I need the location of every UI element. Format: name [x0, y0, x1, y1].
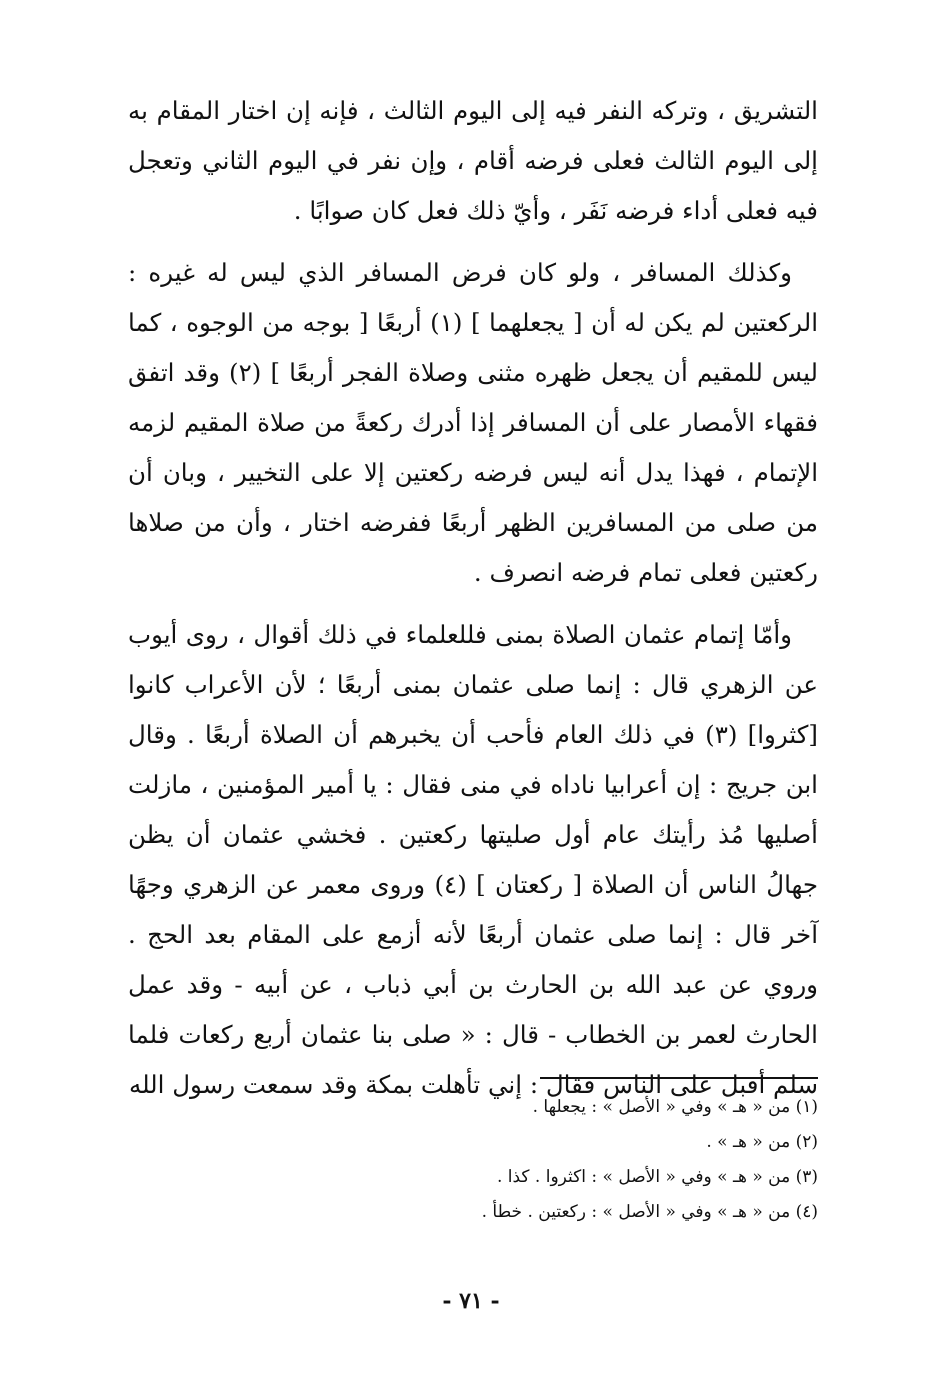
- footnote-divider: [540, 1077, 818, 1079]
- paragraph-2: وكذلك المسافر ، ولو كان فرض المسافر الذي ليس له غيره : الركعتين لم يكن له أن [ يجعلهما ] (١) أربعًا [ بوجه من الوجوه ، كما ليس للمقيم أن يجعل ظهره مثنى وصلاة الفجر أربعًا ] (٢) وقد اتفق فقهاء الأمصار على أن المسافر إذا أدرك ركعةً من صلاة المقيم لزمه الإتمام ، فهذا يدل أنه ليس فرضه ركعتين إلا على التخيير ، وبان أن من صلى من المسافرين الظهر أربعًا ففرضه اختار ، وأن من صلاها ركعتين فعلى تمام فرضه انصرف .: [128, 258, 818, 587]
- page-number: - ٧١ -: [442, 1288, 500, 1314]
- main-text: [128, 86, 818, 1110]
- footnote-2: (٢) من « هـ » .: [706, 1132, 818, 1152]
- paragraph-3: وأمّا إتمام عثمان الصلاة بمنى فللعلماء في ذلك أقوال ، روى أيوب عن الزهري قال : إنما صلى عثمان بمنى أربعًا ؛ لأن الأعراب كانوا [كثروا] (٣) في ذلك العام فأحب أن يخبرهم أن الصلاة أربعًا . وقال ابن جريج : إن أعرابيا ناداه في منى فقال : يا أمير المؤمنين ، مازلت أصليها مُذ رأيتك عام أول صليتها ركعتين . فخشي عثمان أن يظن جهالُ الناس أن الصلاة [ ركعتان ] (٤) وروى معمر عن الزهري وجهًا آخر قال : إنما صلى عثمان أربعًا لأنه أزمع على المقام بعد الحج . وروي عن عبد الله بن الحارث بن أبي ذباب ، عن أبيه - وقد عمل الحارث لعمر بن الخطاب - قال : « صلى بنا عثمان أربع ركعات فلما سلم أقبل على الناس فقال : إني تأهلت بمكة وقد سمعت رسول الله: [128, 620, 818, 1099]
- footnote-3: (٣) من « هـ » وفي « الأصل » : اكثروا . كذا .: [496, 1167, 818, 1187]
- footnotes: [300, 1090, 818, 1230]
- footnote-1: (١) من « هـ » وفي « الأصل » : يجعلها .: [532, 1097, 818, 1117]
- footnote-4: (٤) من « هـ » وفي « الأصل » : ركعتين . خطأ .: [481, 1202, 818, 1222]
- paragraph-1: التشريق ، وتركه النفر فيه إلى اليوم الثالث ، فإنه إن اختار المقام به إلى اليوم الثالث فعلى فرضه أقام ، وإن نفر في اليوم الثاني وتعجل فيه فعلى أداء فرضه نَفَر ، وأيّ ذلك فعل كان صوابًا .: [128, 96, 818, 225]
